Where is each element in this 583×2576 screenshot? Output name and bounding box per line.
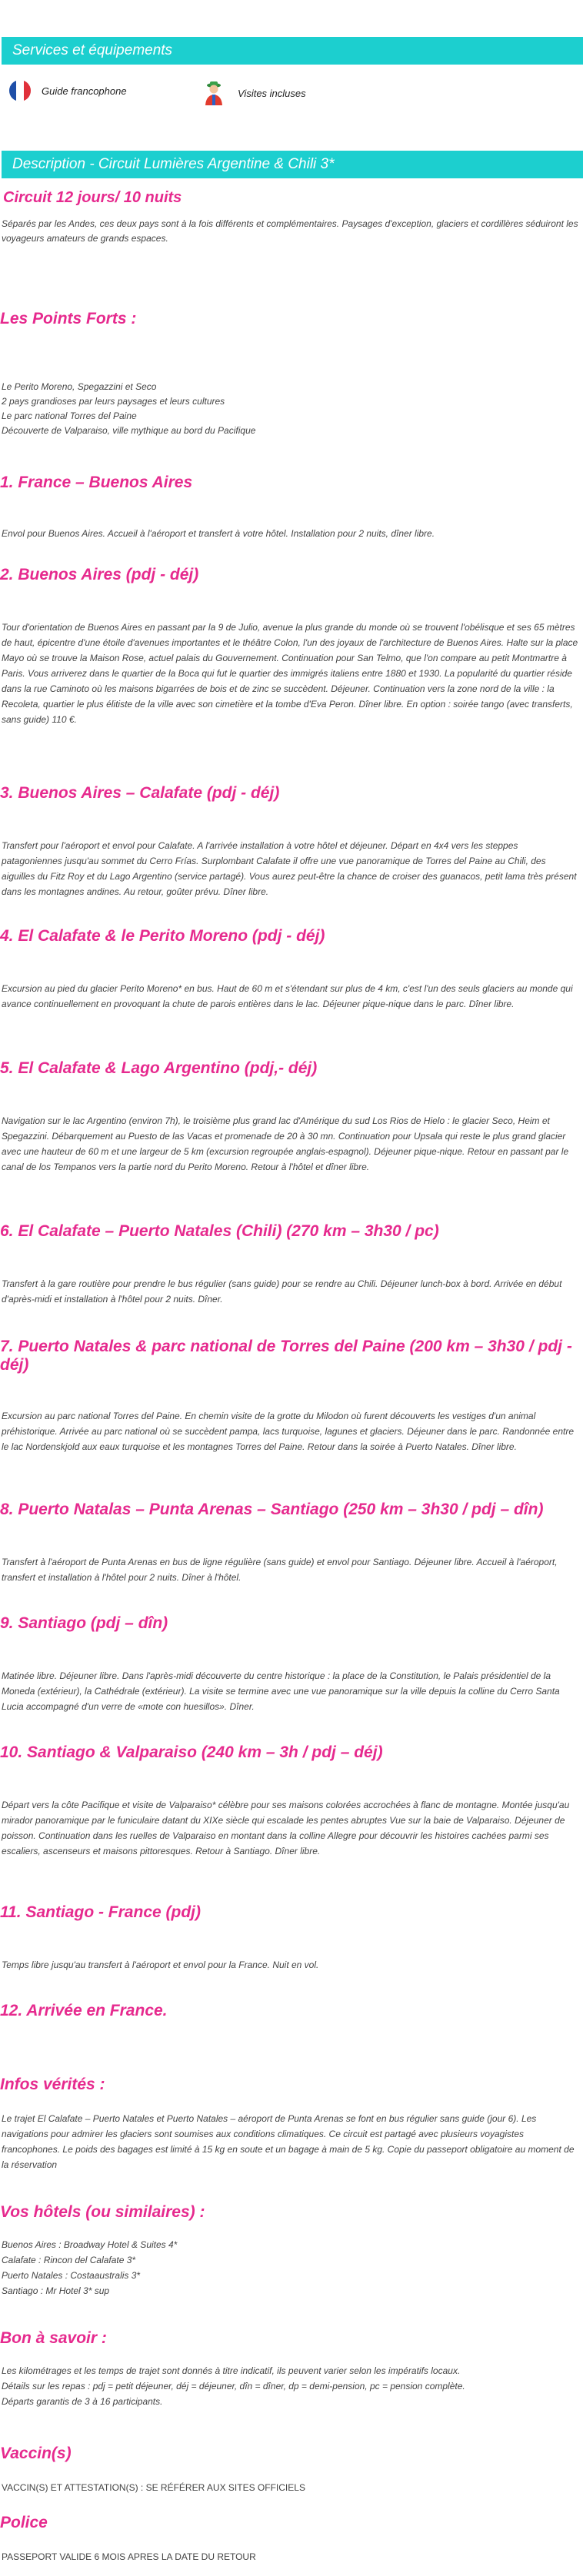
services-header bbox=[2, 37, 583, 65]
day-title: 11. Santiago - France (pdj) bbox=[0, 1903, 201, 1921]
infos-title: Infos vérités : bbox=[0, 2076, 105, 2093]
hotel-item: Puerto Natales : Costaaustralis 3* bbox=[2, 2270, 141, 2281]
good-to-know-line: Départs garantis de 3 à 16 participants. bbox=[2, 2396, 163, 2407]
guide-person-icon bbox=[202, 80, 225, 106]
day-title: 8. Puerto Natalas – Punta Arenas – Santiago (250 km – 3h30 / pdj – dîn) bbox=[0, 1501, 544, 1518]
day-text: Excursion au parc national Torres del Paine. En chemin visite de la grotte du Milodon où furent découverts les vestiges d'un animal préhistorique. Arrivée au parc national où se succèdent pampa, lacs turquoise, lagunes et glaciers. Déjeuner dans le parc. Randonnée entre le lac Nordenskjold aux eaux turquoise et les montagnes Torres del Paine. Retour dans la soirée à Puerto Natales. Dîner libre. bbox=[2, 1411, 575, 1452]
good-to-know-text bbox=[0, 2363, 583, 2409]
highlights-title: Les Points Forts : bbox=[0, 310, 137, 327]
french-flag-icon bbox=[9, 80, 31, 101]
highlight-item: Le Perito Moreno, Spegazzini et Seco bbox=[2, 381, 157, 392]
circuit-duration: Circuit 12 jours/ 10 nuits bbox=[3, 189, 182, 206]
hotels-title: Vos hôtels (ou similaires) : bbox=[0, 2203, 205, 2221]
day-title: 7. Puerto Natales & parc national de Torres del Paine (200 km – 3h30 / pdj - déj) bbox=[0, 1338, 572, 1374]
day-text: Tour d'orientation de Buenos Aires en passant par la 9 de Julio, avenue la plus grande du monde où se trouvent l'obélisque et ses 65 mètres de haut, épicentre d'une étoile d'avenues importantes et le théâtre Colon, l'un des joyaux de l'architecture de Buenos Aires. Halte sur la place Mayo où se trouve la Maison Rose, actuel palais du Gouvernement. Continuation pour San Telmo, que l'on compare au petit Montmartre à Paris. Vous arriverez dans le quartier de la Boca qui fut le quartier des immigrés italiens entre 1880 et 1930. La popularité du quartier réside dans la rue Caminoto où les maisons bigarrées de bois et de zinc se succèdent. Déjeuner. Continuation vers la zone nord de la ville : la Recoleta, quartier le plus élitiste de la ville avec son cimetière et la tombe d'Eva Peron. Dîner libre. En option : soirée tango (avec transferts, sans guide) 110 €. bbox=[2, 622, 578, 725]
day-text: Excursion au pied du glacier Perito Moreno* en bus. Haut de 60 m et s'étendant sur plus de 4 km, c'est l'un des seuls glaciers au monde qui avance continuellement en provoquant la chute de parois entières dans le lac. Déjeuner pique-nique dans le parc. Dîner libre. bbox=[2, 983, 573, 1009]
service-label: Guide francophone bbox=[42, 85, 127, 97]
hotel-item: Santiago : Mr Hotel 3* sup bbox=[2, 2285, 110, 2296]
day-title: 9. Santiago (pdj – dîn) bbox=[0, 1614, 168, 1632]
services-list bbox=[0, 80, 583, 111]
highlight-item: Découverte de Valparaiso, ville mythique au bord du Pacifique bbox=[2, 425, 256, 436]
vaccines-title: Vaccin(s) bbox=[0, 2445, 72, 2462]
description-header bbox=[2, 151, 583, 178]
day-text: Transfert à la gare routière pour prendre le bus régulier (sans guide) pour se rendre au Chili. Déjeuner lunch-box à bord. Arrivée en début d'après-midi et installation à l'hôtel pour 2 nuits. Dîner. bbox=[2, 1278, 562, 1305]
good-to-know-line: Détails sur les repas : pdj = petit déjeuner, déj = déjeuner, dîn = dîner, dp = demi-pension, pc = pension complète. bbox=[2, 2381, 465, 2392]
services-title: Services et équipements bbox=[12, 42, 173, 58]
good-to-know-title: Bon à savoir : bbox=[0, 2329, 107, 2347]
hotels-list bbox=[0, 2237, 583, 2298]
day-text: Envol pour Buenos Aires. Accueil à l'aéroport et transfert à votre hôtel. Installation pour 2 nuits, dîner libre. bbox=[2, 528, 435, 539]
vaccines-text: VACCIN(S) ET ATTESTATION(S) : SE RÉFÉRER AUX SITES OFFICIELS bbox=[2, 2482, 305, 2493]
day-text: Départ vers la côte Pacifique et visite de Valparaiso* célèbre pour ses maisons colorées accrochées à flanc de montagne. Montée jusqu'au mirador panoramique par le funiculaire datant du XIXe siècle qui escalade les pentes abruptes Vue sur la baie de Valparaiso. Déjeuner de poisson. Continuation dans les ruelles de Valparaiso en montant dans la colline Allegre pour découvrir les histoires cachées parmi ses escaliers, ascenseurs et maisons pittoresques. Retour à Santiago. Dîner libre. bbox=[2, 1800, 570, 1856]
highlight-item: 2 pays grandioses par leurs paysages et leurs cultures bbox=[2, 396, 225, 407]
day-title: 2. Buenos Aires (pdj - déj) bbox=[0, 566, 199, 583]
day-title: 1. France – Buenos Aires bbox=[0, 474, 193, 491]
highlight-item: Le parc national Torres del Paine bbox=[2, 410, 137, 421]
infos-text: Le trajet El Calafate – Puerto Natales et Puerto Natales – aéroport de Punta Arenas se font en bus régulier sans guide (jour 6). Les navigations pour admirer les glaciers sont soumises aux conditions climatiques. Ce circuit est partagé avec plusieurs voyagistes francophones. Le poids des bagages est limité à 15 kg en soute et un bagage à main de 5 kg. Copie du passeport obligatoire au moment de la réservation bbox=[2, 2113, 575, 2170]
day-title: 3. Buenos Aires – Calafate (pdj - déj) bbox=[0, 784, 280, 802]
day-text: Navigation sur le lac Argentino (environ 7h), le troisième plus grand lac d'Amérique du sud Los Rios de Hielo : le glacier Seco, Heim et Spegazzini. Débarquement au Puesto de las Vacas et promenade de 20 à 30 mn. Continuation pour Upsala qui reste le plus grand glacier avec une hauteur de 60 m et une largeur de 5 km (excursion regroupée anglais-espagnol). Déjeuner pique-nique. Retour en passant par le canal de los Tempanos vers la partie nord du Perito Moreno. Retour à l'hôtel et dîner libre. bbox=[2, 1115, 569, 1172]
hotel-item: Buenos Aires : Broadway Hotel & Suites 4* bbox=[2, 2239, 178, 2250]
hotel-item: Calafate : Rincon del Calafate 3* bbox=[2, 2255, 136, 2265]
day-title: 10. Santiago & Valparaiso (240 km – 3h / pdj – déj) bbox=[0, 1743, 383, 1761]
description-intro: Séparés par les Andes, ces deux pays sont à la fois différents et complémentaires. Paysages d'exception, glaciers et cordillères séduiront les voyageurs amateurs de grands espaces. bbox=[2, 218, 578, 244]
service-item-visits bbox=[202, 80, 306, 106]
day-text: Transfert pour l'aéroport et envol pour Calafate. A l'arrivée installation à votre hôtel et déjeuner. Départ en 4x4 vers les steppes patagoniennes jusqu'au sommet du Cerro Frías. Surplombant Calafate il offre une vue panoramique de Torres del Paine au Chili, des aiguilles du Fitz Roy et du Lago Argentino (service partagé). Vous aurez peut-être la chance de croiser des guanacos, petit lama très présent dans les montagnes andines. Au retour, goûter prévu. Dîner libre. bbox=[2, 840, 577, 897]
police-text: PASSEPORT VALIDE 6 MOIS APRES LA DATE DU RETOUR bbox=[2, 2551, 256, 2562]
day-title: 6. El Calafate – Puerto Natales (Chili) (270 km – 3h30 / pc) bbox=[0, 1222, 439, 1240]
description-title: Description - Circuit Lumières Argentine & Chili 3* bbox=[12, 156, 335, 172]
service-label: Visites incluses bbox=[238, 87, 306, 99]
police-title: Police bbox=[0, 2514, 48, 2531]
day-text: Matinée libre. Déjeuner libre. Dans l'après-midi découverte du centre historique : la place de la Constitution, le Palais présidentiel de la Moneda (extérieur), la Cathédrale (extérieur). La visite se termine avec une vue panoramique sur la ville depuis la colline du Cerro Santa Lucia accompagné d'un verre de «mote con huesillos». Dîner. bbox=[2, 1670, 560, 1712]
good-to-know-line: Les kilométrages et les temps de trajet sont donnés à titre indicatif, ils peuvent varier selon les impératifs locaux. bbox=[2, 2365, 461, 2376]
highlights-list bbox=[0, 380, 583, 438]
day-title: 5. El Calafate & Lago Argentino (pdj,- déj) bbox=[0, 1059, 318, 1077]
service-item-guide bbox=[9, 80, 127, 101]
day-text: Temps libre jusqu'au transfert à l'aéroport et envol pour la France. Nuit en vol. bbox=[2, 1959, 319, 1970]
day-text: Transfert à l'aéroport de Punta Arenas en bus de ligne régulière (sans guide) et envol pour Santiago. Déjeuner libre. Accueil à l'aéroport, transfert et installation à l'hôtel pour 2 nuits. Dîner à l'hôtel. bbox=[2, 1557, 558, 1583]
day-title: 4. El Calafate & le Perito Moreno (pdj - déj) bbox=[0, 927, 325, 945]
day-title: 12. Arrivée en France. bbox=[0, 2002, 168, 2019]
